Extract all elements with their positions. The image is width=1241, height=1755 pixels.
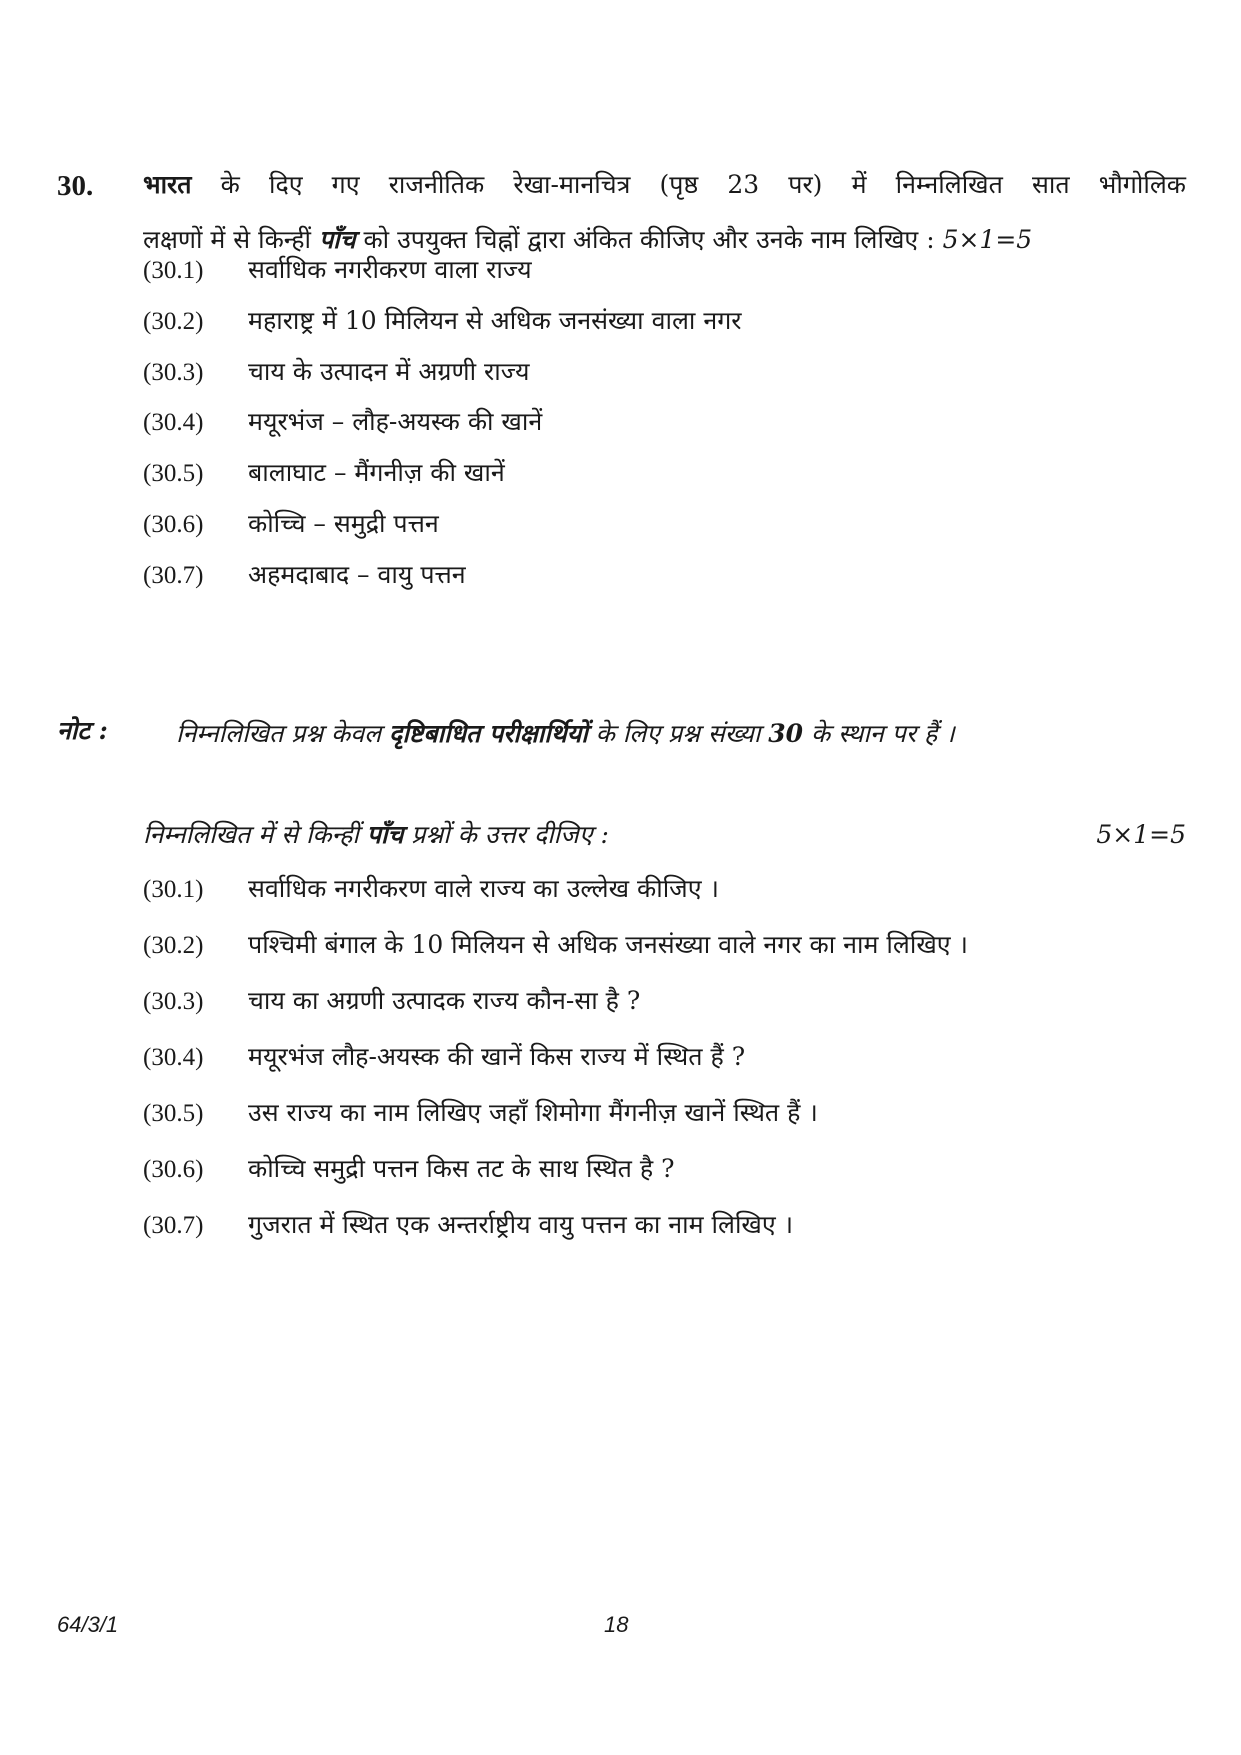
list-item — [143, 872, 719, 907]
item-number: (30.1) — [143, 257, 204, 284]
item-number: (30.6) — [143, 1156, 204, 1183]
question-text-line-2 — [143, 223, 1186, 257]
item-text: मयूरभंज – लौह-अयस्क की खानें — [248, 407, 543, 436]
list-item — [143, 984, 640, 1019]
question-lead-bold: भारत — [143, 170, 192, 199]
question-line2-before: लक्षणों में से किन्हीं — [143, 225, 319, 254]
note-label: नोट : — [57, 716, 108, 745]
item-number: (30.4) — [143, 409, 204, 436]
note-text-bold-num: 30 — [768, 719, 804, 748]
item-text: कोच्चि समुद्री पत्तन किस तट के साथ स्थित है ? — [248, 1154, 675, 1183]
item-text: सर्वाधिक नगरीकरण वाले राज्य का उल्लेख कीजिए । — [248, 874, 719, 903]
item-number: (30.5) — [143, 1100, 204, 1127]
list-item — [143, 304, 742, 339]
question-number: 30. — [57, 170, 94, 202]
item-text: चाय के उत्पादन में अग्रणी राज्य — [248, 357, 530, 386]
item-number: (30.2) — [143, 932, 204, 959]
list-item — [143, 1152, 675, 1187]
question-line2-after: को उपयुक्त चिह्नों द्वारा अंकित कीजिए और उनके नाम लिखिए : — [355, 225, 943, 254]
question-line1-rest: के दिए गए राजनीतिक रेखा-मानचित्र (पृष्ठ 23 पर) में निम्नलिखित सात भौगोलिक — [191, 170, 1186, 199]
item-text: कोच्चि – समुद्री पत्तन — [248, 509, 439, 538]
item-text: महाराष्ट्र में 10 मिलियन से अधिक जनसंख्या वाला नगर — [248, 306, 742, 335]
question-text-line-1 — [143, 168, 1186, 202]
item-text: सर्वाधिक नगरीकरण वाला राज्य — [248, 255, 532, 284]
item-text: उस राज्य का नाम लिखिए जहाँ शिमोगा मैंगनीज़ खानें स्थित हैं । — [248, 1098, 818, 1127]
item-number: (30.7) — [143, 562, 204, 589]
item-text: गुजरात में स्थित एक अन्तर्राष्ट्रीय वायु पत्तन का नाम लिखिए । — [248, 1210, 794, 1239]
list-item — [143, 507, 439, 542]
note-text-bold: दृष्टिबाधित परीक्षार्थियों — [389, 719, 588, 748]
paper-code: 64/3/1 — [57, 1612, 119, 1637]
instruction-marks: 5×1=5 — [1096, 820, 1186, 849]
item-number: (30.3) — [143, 988, 204, 1015]
item-number: (30.6) — [143, 511, 204, 538]
list-item — [143, 558, 466, 593]
list-item — [143, 253, 532, 288]
list-item — [143, 1040, 745, 1075]
item-text: मयूरभंज लौह-अयस्क की खानें किस राज्य में स्थित हैं ? — [248, 1042, 746, 1071]
item-text: बालाघाट – मैंगनीज़ की खानें — [248, 458, 505, 487]
list-item — [143, 456, 505, 491]
question-line2-bold: पाँच — [318, 225, 356, 254]
list-item — [143, 355, 530, 390]
list-item — [143, 1208, 793, 1243]
item-text: अहमदाबाद – वायु पत्तन — [248, 560, 466, 589]
item-number: (30.4) — [143, 1044, 204, 1071]
item-number: (30.7) — [143, 1212, 204, 1239]
item-number: (30.5) — [143, 460, 204, 487]
item-text: पश्चिमी बंगाल के 10 मिलियन से अधिक जनसंख्या वाले नगर का नाम लिखिए । — [248, 930, 969, 959]
item-number: (30.3) — [143, 359, 204, 386]
list-item — [143, 928, 968, 963]
note-text-before: निम्नलिखित प्रश्न केवल — [176, 719, 390, 748]
page-number: 18 — [604, 1612, 629, 1637]
note-instruction — [143, 818, 1186, 852]
note-text-middle: के लिए प्रश्न संख्या — [587, 719, 769, 748]
item-text: चाय का अग्रणी उत्पादक राज्य कौन-सा है ? — [248, 986, 641, 1015]
item-number: (30.2) — [143, 308, 204, 335]
list-item — [143, 1096, 818, 1131]
list-item — [143, 405, 542, 440]
note-text — [176, 713, 1186, 755]
question-marks: 5×1=5 — [942, 225, 1033, 254]
instruction-before: निम्नलिखित में से किन्हीं — [143, 820, 367, 849]
item-number: (30.1) — [143, 876, 204, 903]
instruction-after: प्रश्नों के उत्तर दीजिए : — [403, 820, 609, 849]
note-text-after: के स्थान पर हैं । — [803, 719, 955, 748]
instruction-bold: पाँच — [366, 820, 404, 849]
